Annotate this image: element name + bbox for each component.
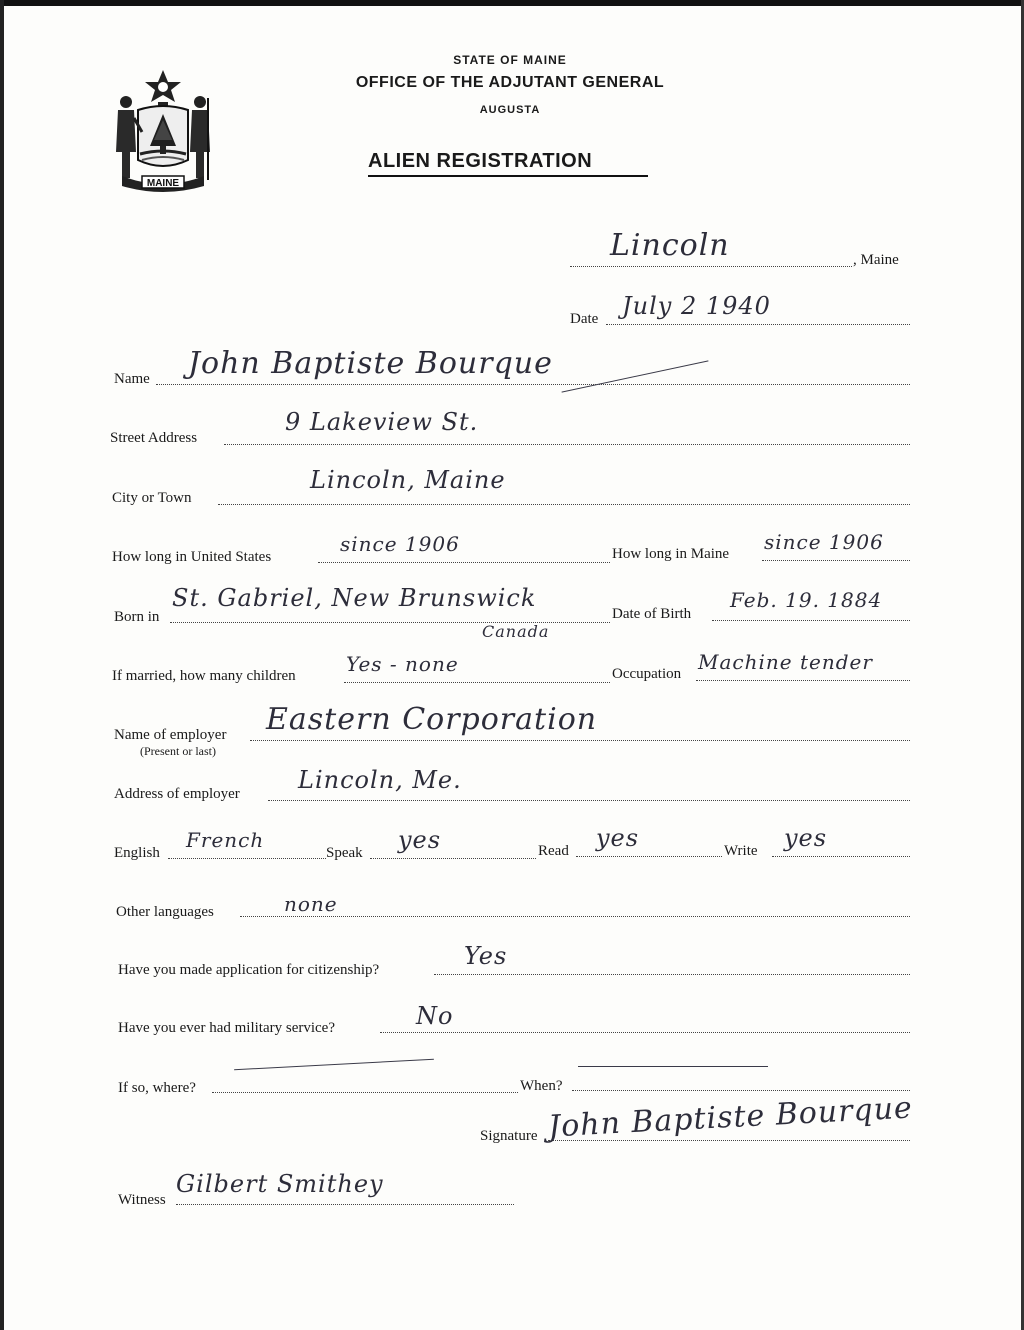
write-line — [772, 856, 910, 857]
write-label: Write — [724, 843, 758, 859]
when-label: When? — [520, 1078, 563, 1094]
how-long-maine-value[interactable]: since 1906 — [764, 530, 884, 554]
english-label: English — [114, 845, 160, 861]
how-long-us-value[interactable]: since 1906 — [340, 532, 460, 556]
maine-suffix: , Maine — [853, 252, 899, 268]
employer-value[interactable]: Eastern Corporation — [266, 702, 598, 737]
witness-label: Witness — [118, 1192, 166, 1208]
signature-label: Signature — [480, 1128, 538, 1144]
when-line — [572, 1090, 910, 1091]
maine-state-seal-icon — [108, 68, 218, 192]
write-value[interactable]: yes — [784, 824, 828, 852]
how-long-us-line — [318, 562, 610, 563]
city-value[interactable]: Lincoln, Maine — [310, 466, 506, 494]
date-label: Date — [570, 311, 599, 327]
town-value[interactable]: Lincoln — [610, 228, 730, 263]
employer-label: Name of employer — [114, 727, 227, 743]
read-label: Read — [538, 843, 569, 859]
born-in-country-value[interactable]: Canada — [482, 622, 550, 641]
citizenship-value[interactable]: Yes — [464, 942, 508, 970]
city-line — [218, 504, 910, 505]
citizenship-label: Have you made application for citizenship? — [118, 962, 380, 978]
speak-label: Speak — [326, 845, 363, 861]
form-title: ALIEN REGISTRATION — [368, 150, 593, 172]
employer-address-label: Address of employer — [114, 786, 240, 802]
how-long-maine-label: How long in Maine — [612, 546, 730, 562]
military-label: Have you ever had military service? — [118, 1020, 335, 1036]
town-line — [570, 266, 852, 267]
speak-value[interactable]: yes — [398, 826, 442, 854]
name-label: Name — [114, 371, 150, 387]
citizenship-line — [434, 974, 910, 975]
header-state: STATE OF MAINE — [453, 53, 567, 67]
married-label: If married, how many children — [112, 668, 296, 684]
other-languages-line — [240, 916, 910, 917]
english-value[interactable]: French — [186, 828, 265, 852]
how-long-maine-line — [762, 560, 910, 561]
dob-line — [712, 620, 910, 621]
date-value[interactable]: July 2 1940 — [622, 292, 771, 320]
married-line — [344, 682, 610, 683]
name-line — [156, 384, 910, 385]
signature-value[interactable]: John Baptiste Bourque — [547, 1090, 914, 1145]
military-value[interactable]: No — [416, 1002, 454, 1030]
english-line — [168, 858, 326, 859]
date-line — [606, 324, 910, 325]
employer-address-line — [268, 800, 910, 801]
seal-banner-text: MAINE — [146, 178, 180, 189]
name-flourish — [562, 360, 709, 392]
header-city: AUGUSTA — [479, 104, 541, 116]
scan-border-left — [0, 0, 4, 1330]
header-office: OFFICE OF THE ADJUTANT GENERAL — [355, 74, 665, 91]
speak-line — [370, 858, 536, 859]
military-line — [380, 1032, 910, 1033]
where-dash-stroke — [234, 1059, 434, 1070]
street-value[interactable]: 9 Lakeview St. — [285, 408, 479, 436]
how-long-us-label: How long in United States — [112, 549, 272, 565]
read-value[interactable]: yes — [596, 824, 640, 852]
read-line — [576, 856, 722, 857]
name-value[interactable]: John Baptiste Bourque — [188, 346, 553, 381]
employer-line — [250, 740, 910, 741]
title-underline — [368, 175, 648, 177]
if-so-where-line — [212, 1092, 518, 1093]
occupation-label: Occupation — [612, 666, 682, 682]
witness-value[interactable]: Gilbert Smithey — [176, 1170, 384, 1198]
occupation-line — [696, 680, 910, 681]
employer-note: (Present or last) — [140, 744, 216, 758]
occupation-value[interactable]: Machine tender — [698, 650, 873, 674]
scan-border-top — [0, 0, 1024, 6]
dob-label: Date of Birth — [612, 606, 692, 622]
city-label: City or Town — [112, 490, 192, 506]
street-line — [224, 444, 910, 445]
street-label: Street Address — [110, 430, 198, 446]
if-so-where-label: If so, where? — [118, 1080, 196, 1096]
employer-address-value[interactable]: Lincoln, Me. — [298, 766, 462, 794]
married-value[interactable]: Yes - none — [346, 652, 459, 676]
born-in-label: Born in — [114, 609, 160, 625]
other-languages-value[interactable]: none — [284, 892, 338, 916]
dob-value[interactable]: Feb. 19. 1884 — [730, 588, 883, 612]
other-languages-label: Other languages — [116, 904, 214, 920]
when-dash-stroke — [578, 1066, 768, 1067]
witness-line — [176, 1204, 514, 1205]
born-in-value[interactable]: St. Gabriel, New Brunswick — [172, 584, 537, 612]
